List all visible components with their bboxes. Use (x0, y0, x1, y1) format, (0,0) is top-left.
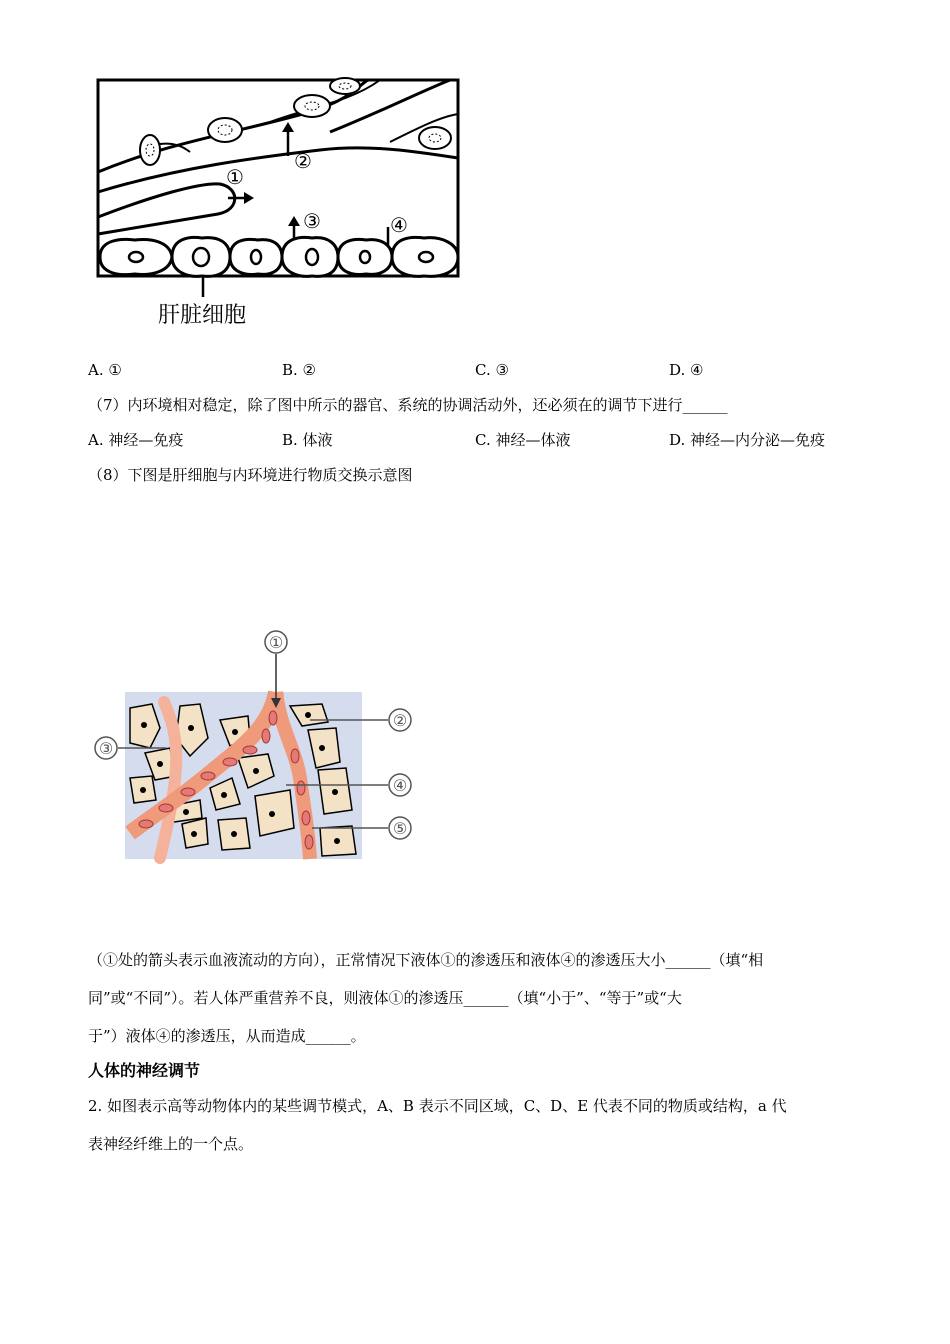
blood-cell (208, 118, 242, 142)
fig2-label-1: ① (268, 633, 284, 652)
question-7-text: （7）内环境相对稳定，除了图中所示的器官、系统的协调活动外，还必须在的调节下进行______ (88, 396, 728, 414)
option-c[interactable]: C. ③ (475, 361, 509, 379)
label-2: ② (294, 149, 312, 173)
blood-cell (294, 95, 330, 117)
fig2-label-3: ③ (98, 739, 114, 758)
option-b[interactable]: B. ② (282, 361, 317, 379)
figure-caption: 肝脏细胞 (158, 303, 247, 328)
question-8-intro: （8）下图是肝细胞与内环境进行物质交换示意图 (88, 466, 413, 484)
q7-option-c[interactable]: C. 神经—体液 (475, 431, 571, 449)
q7-option-d[interactable]: D. 神经—内分泌—免疫 (669, 431, 826, 449)
question-8-line3: 于”）液体④的渗透压，从而造成______。 (88, 1027, 366, 1045)
q7-option-b[interactable]: B. 体液 (282, 431, 333, 449)
question-8-line1: （①处的箭头表示血液流动的方向），正常情况下液体①的渗透压和液体④的渗透压大小______（填“相 (88, 951, 764, 969)
figure-tissue-exchange (90, 628, 420, 864)
blood-cell (330, 78, 360, 94)
fig2-label-5: ⑤ (392, 819, 408, 838)
option-d[interactable]: D. ④ (669, 361, 704, 379)
label-3: ③ (303, 209, 321, 233)
figure-liver-exchange (90, 72, 470, 337)
blood-cell (419, 127, 451, 149)
liver-cells-row (100, 237, 458, 276)
label-4: ④ (390, 213, 408, 237)
liver-diagram-svg (90, 72, 470, 337)
question-8-line2: 同”或“不同”）。若人体严重营养不良，则液体①的渗透压______（填“小于”、“等于”或“大 (88, 989, 682, 1007)
fig2-label-4: ④ (392, 776, 408, 795)
option-a[interactable]: A. ① (88, 361, 122, 379)
section-title: 人体的神经调节 (88, 1061, 201, 1080)
fig2-label-2: ② (392, 711, 408, 730)
tissue-diagram-svg (90, 628, 420, 864)
question-2-line1: 2. 如图表示高等动物体内的某些调节模式，A、B 表示不同区域，C、D、E 代表不同的物质或结构，a 代 (88, 1097, 787, 1115)
label-1: ① (226, 165, 244, 189)
q7-option-a[interactable]: A. 神经—免疫 (88, 431, 184, 449)
question-2-line2: 表神经纤维上的一个点。 (88, 1135, 254, 1153)
